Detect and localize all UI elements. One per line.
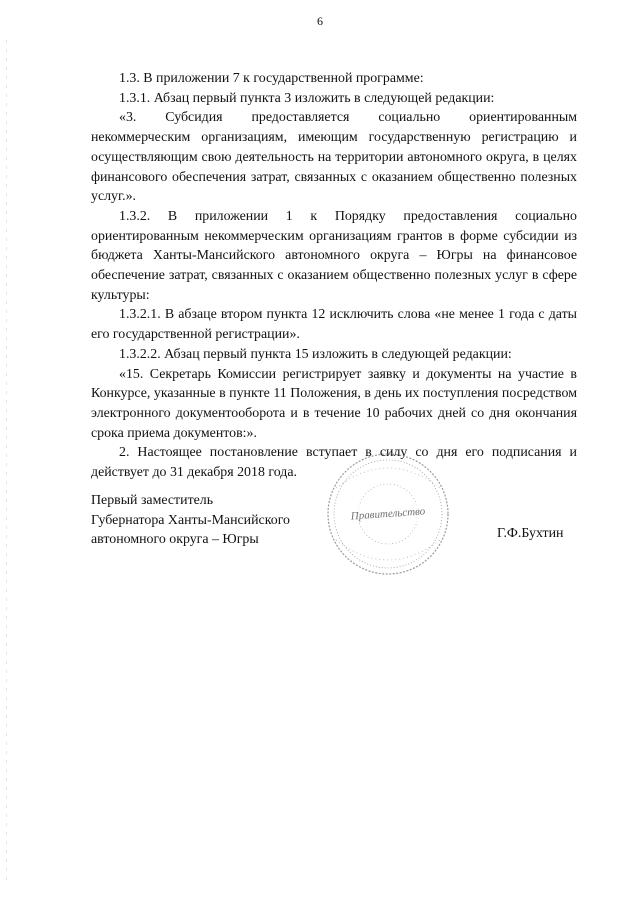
signer-position-line: Первый заместитель [91, 493, 214, 508]
paragraph: 1.3.1. Абзац первый пункта 3 изложить в следующей редакции: [119, 90, 495, 106]
paragraph: «3. Субсидия предоставляется социально ориентированным некоммерческим организациям, имеющим государственную регистрацию и осуществляющим свою деятельность на территории автономного округа, в целях финансового обеспечения затрат, связанных с оказанием общественно полезных услуг.». [91, 110, 577, 205]
paragraph: 1.3.2.1. В абзаце втором пункта 12 исключить слова «не менее 1 года с даты его государственной регистрации». [91, 307, 577, 343]
signer-name: Г.Ф.Бухтин [497, 526, 564, 541]
page-number: 6 [317, 14, 323, 28]
paragraph: 1.3.2.2. Абзац первый пункта 15 изложить в следующей редакции: [119, 346, 512, 362]
paragraph: 2. Настоящее постановление вступает в силу со дня его подписания и действует до 31 декабря 2018 года. [91, 445, 577, 481]
scan-edge-artifact [6, 40, 7, 880]
paragraph: 1.3.2. В приложении 1 к Порядку предоставления социально ориентированным некоммерческим организациям грантов в форме субсидии из бюджета Ханты-Мансийского автономного округа – Югры на финансовое обеспечение затрат, связанных с оказанием общественно полезных услуг в сфере культуры: [91, 208, 577, 303]
seal-text: Правительство [350, 505, 426, 523]
paragraph: «15. Секретарь Комиссии регистрирует заявку и документы на участие в Конкурсе, указанные в пункте 11 Положения, в день их поступления посредством электронного документооборота и в течение 10 рабочих дней со дня окончания срока приема документов:». [91, 366, 577, 441]
official-seal-stamp [322, 448, 454, 580]
signature-block [91, 491, 290, 550]
signer-position-line: автономного округа – Югры [91, 532, 259, 548]
paragraph: 1.3. В приложении 7 к государственной программе: [119, 71, 424, 86]
document-body [91, 69, 577, 483]
signer-position-line: Губернатора Ханты-Мансийского [91, 512, 291, 528]
